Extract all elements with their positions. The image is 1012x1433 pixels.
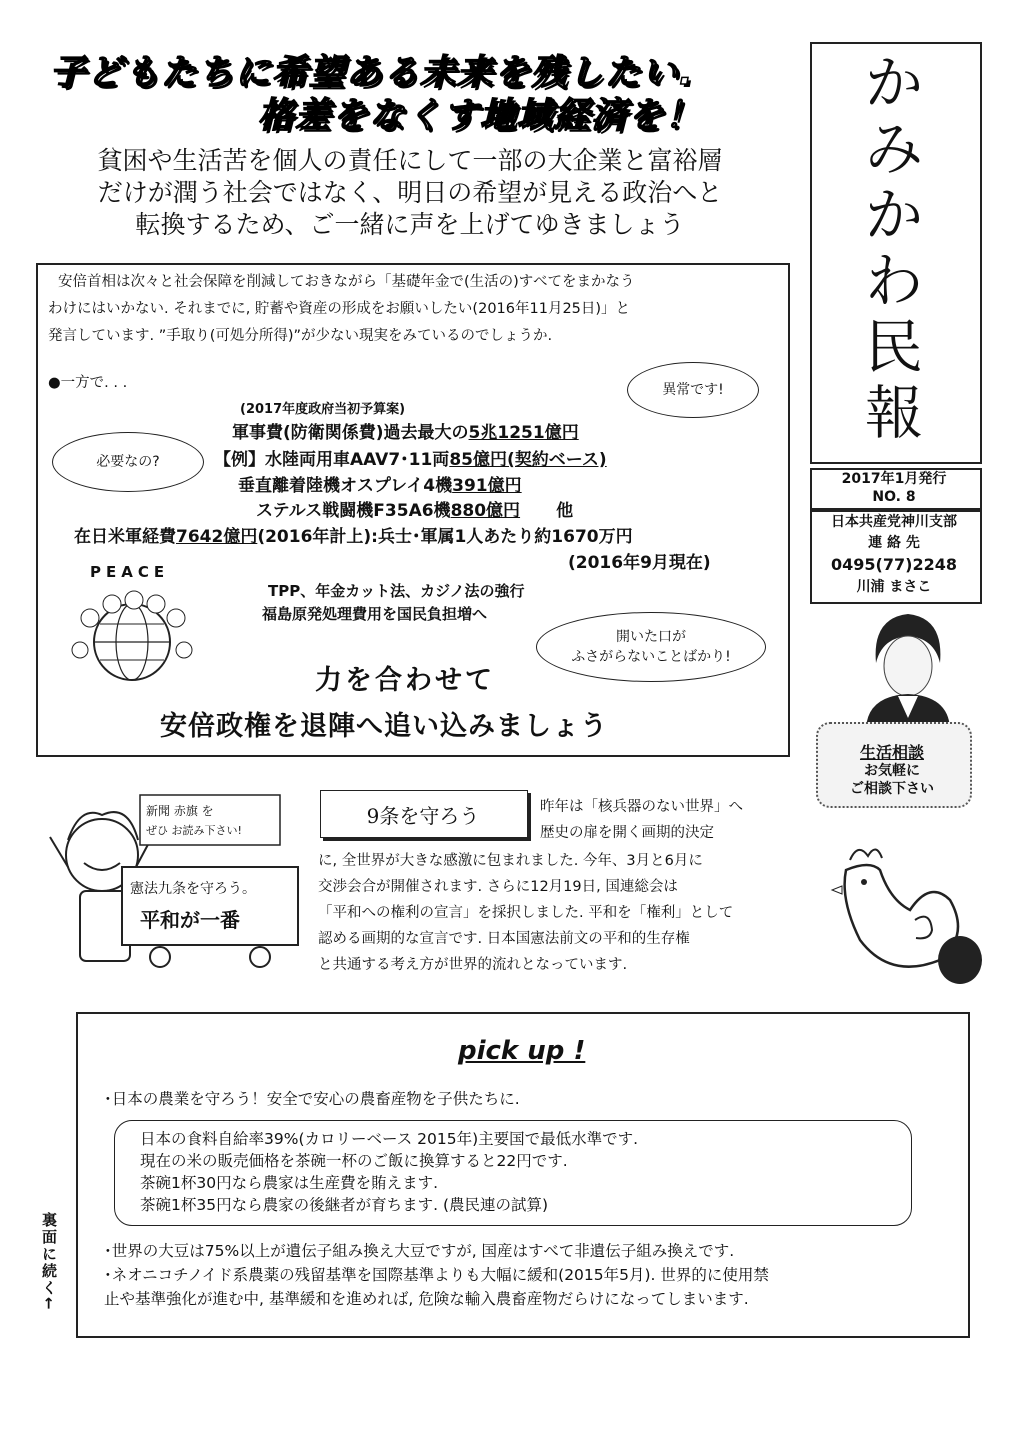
stealth-line bbox=[256, 496, 573, 521]
example-amount: 85億円(契約ベース) bbox=[449, 450, 607, 470]
pickup-bullet2: ･世界の大豆は75%以上が遺伝子組み換え大豆ですが, 国産はすべて非遺伝子組み換えです. bbox=[104, 1242, 735, 1260]
box-para1: 安倍首相は次々と社会保障を削減しておきながら「基礎年金で(生活の)すべてをまかなう bbox=[58, 274, 635, 290]
consult-line1: お気軽に bbox=[864, 763, 920, 779]
usfj-suffix: (2016年計上):兵士･軍属1人あたり約1670万円 bbox=[257, 527, 633, 547]
bubble-abnormal-text: 異常です! bbox=[662, 382, 724, 398]
article9-l7: と共通する考え方が世界的流れとなっています. bbox=[318, 957, 628, 973]
pickup-r2: 現在の米の販売価格を茶碗一杯のご飯に換算すると22円です. bbox=[140, 1152, 568, 1170]
bubble-necessary bbox=[52, 432, 204, 492]
side-title bbox=[810, 50, 978, 446]
bubble-mouth bbox=[536, 612, 766, 682]
headline-line1: 子どもたちに希望ある未来を残したい. bbox=[50, 53, 695, 93]
bubble-mouth-text: 開いた口が ふさがらないことばかり! bbox=[571, 629, 731, 665]
pickup-bullet3a: ･ネオニコチノイド系農薬の残留基準を国際基準よりも大幅に緩和(2015年5月). 世界的に使用禁 bbox=[104, 1266, 769, 1284]
bubble-abnormal bbox=[627, 362, 759, 418]
side-title-char-2: み bbox=[864, 115, 923, 183]
pickup-r4: 茶碗1杯35円なら農家の後継者が育ちます. (農民連の試算) bbox=[140, 1196, 549, 1214]
article9-l5: 「平和への権利の宣言」を採択しました. 平和を「権利」として bbox=[318, 905, 734, 921]
osprey-line bbox=[238, 471, 522, 496]
tpp-line: TPP、年金カット法、カジノ法の強行 bbox=[268, 582, 525, 600]
issue-date: 2017年1月発行 bbox=[841, 471, 947, 487]
contact-org: 日本共産党神川支部 bbox=[831, 514, 957, 530]
newspaper-sign-line1: 新聞 赤旗 を bbox=[146, 804, 214, 818]
headline-line2: 格差をなくす地域経済を！ bbox=[258, 96, 703, 136]
pickup-r3: 茶碗1杯30円なら農家は生産費を賄えます. bbox=[140, 1174, 439, 1192]
box-lead: ●一方で. . . bbox=[48, 375, 128, 391]
intro-line3: 転換するため、ご一緒に声を上げてゆきましょう bbox=[135, 210, 685, 239]
example-line bbox=[214, 445, 607, 470]
military-amount: 5兆1251億円 bbox=[468, 423, 579, 443]
box-para3: 発言しています. ”手取り(可処分所得)”が少ない現実をみているのでしょうか. bbox=[48, 328, 553, 344]
usfj-date: (2016年9月現在) bbox=[568, 553, 711, 573]
article9-l4: 交渉会合が開催されます. さらに12月19日, 国連総会は bbox=[318, 879, 678, 895]
budget-label: (2017年度政府当初予算案) bbox=[240, 402, 406, 417]
article9-l3: に, 全世界が大きな感激に包まれました. 今年、3月と6月に bbox=[318, 853, 703, 869]
fukushima-line: 福島原発処理費用を国民負担増へ bbox=[262, 605, 488, 623]
contact-portrait bbox=[858, 608, 958, 728]
issue-no: NO. 8 bbox=[872, 489, 916, 505]
intro-line1: 貧困や生活苦を個人の責任にして一部の大企業と富裕層 bbox=[97, 146, 723, 175]
side-title-char-3: か bbox=[864, 181, 923, 249]
side-title-char-4: わ bbox=[864, 247, 923, 315]
slogan-line1: 力を合わせて bbox=[315, 665, 495, 696]
stealth-suffix: 他 bbox=[556, 501, 574, 521]
banner-line2: 平和が一番 bbox=[140, 908, 240, 932]
article9-l1: 昨年は「核兵器のない世界」へ bbox=[540, 799, 743, 815]
peace-word: PEACE bbox=[90, 563, 170, 581]
consult-title: 生活相談 bbox=[859, 743, 924, 762]
pickup-title: pick up ! bbox=[458, 1036, 586, 1066]
military-line bbox=[232, 418, 579, 443]
pickup-bullet3b: 止や基準強化が進む中, 基準緩和を進めれば, 危険な輸入農畜産物だらけになってしまいます. bbox=[104, 1290, 749, 1308]
contact-label: 連 絡 先 bbox=[868, 535, 920, 551]
osprey-prefix: 垂直離着陸機オスプレイ4機 bbox=[238, 476, 453, 496]
usfj-amount: 7642億円 bbox=[176, 527, 258, 547]
side-title-char-1: か bbox=[864, 49, 923, 117]
newspaper-sign-line2: ぜひ お読み下さい! bbox=[146, 824, 242, 837]
slogan-line2: 安倍政権を退陣へ追い込みましょう bbox=[160, 711, 608, 742]
article9-title: 9条を守ろう bbox=[366, 804, 480, 828]
side-title-char-6: 報 bbox=[864, 379, 923, 447]
military-prefix: 軍事費(防衛関係費)過去最大の bbox=[232, 423, 469, 443]
consult-line2: ご相談下さい bbox=[850, 781, 934, 797]
usfj-prefix: 在日米軍経費 bbox=[74, 527, 176, 547]
article9-l2: 歴史の扉を開く画期的決定 bbox=[540, 825, 714, 841]
osprey-amount: 391億円 bbox=[452, 476, 522, 496]
banner-line1: 憲法九条を守ろう。 bbox=[130, 881, 256, 897]
pickup-r1: 日本の食料自給率39%(カロリーベース 2015年)主要国で最低水準です. bbox=[140, 1130, 639, 1148]
pickup-bullet1: ･日本の農業を守ろう！安全で安心の農畜産物を子供たちに. bbox=[104, 1090, 520, 1108]
contact-phone: 0495(77)2248 bbox=[831, 555, 957, 574]
intro-line2: だけが潤う社会ではなく、明日の希望が見える政治へと bbox=[97, 178, 723, 207]
side-title-char-5: 民 bbox=[864, 313, 923, 381]
continue-note: 裏面に続く← bbox=[40, 1212, 58, 1312]
bubble-necessary-text: 必要なの? bbox=[96, 454, 160, 470]
box-para2: わけにはいかない. それまでに, 貯蓄や資産の形成をお願いしたい(2016年11月25日)」と bbox=[48, 301, 631, 317]
stealth-prefix: ステルス戦闘機F35A6機 bbox=[256, 501, 451, 521]
stealth-amount: 880億円 bbox=[450, 501, 521, 521]
contact-person: 川浦 まさこ bbox=[856, 579, 932, 595]
example-prefix: 【例】水陸両用車AAV7･11両 bbox=[214, 450, 450, 470]
rooster-illustration bbox=[820, 840, 990, 990]
article9-l6: 認める画期的な宣言です. 日本国憲法前文の平和的生存権 bbox=[318, 931, 690, 947]
usfj-line bbox=[74, 522, 633, 547]
